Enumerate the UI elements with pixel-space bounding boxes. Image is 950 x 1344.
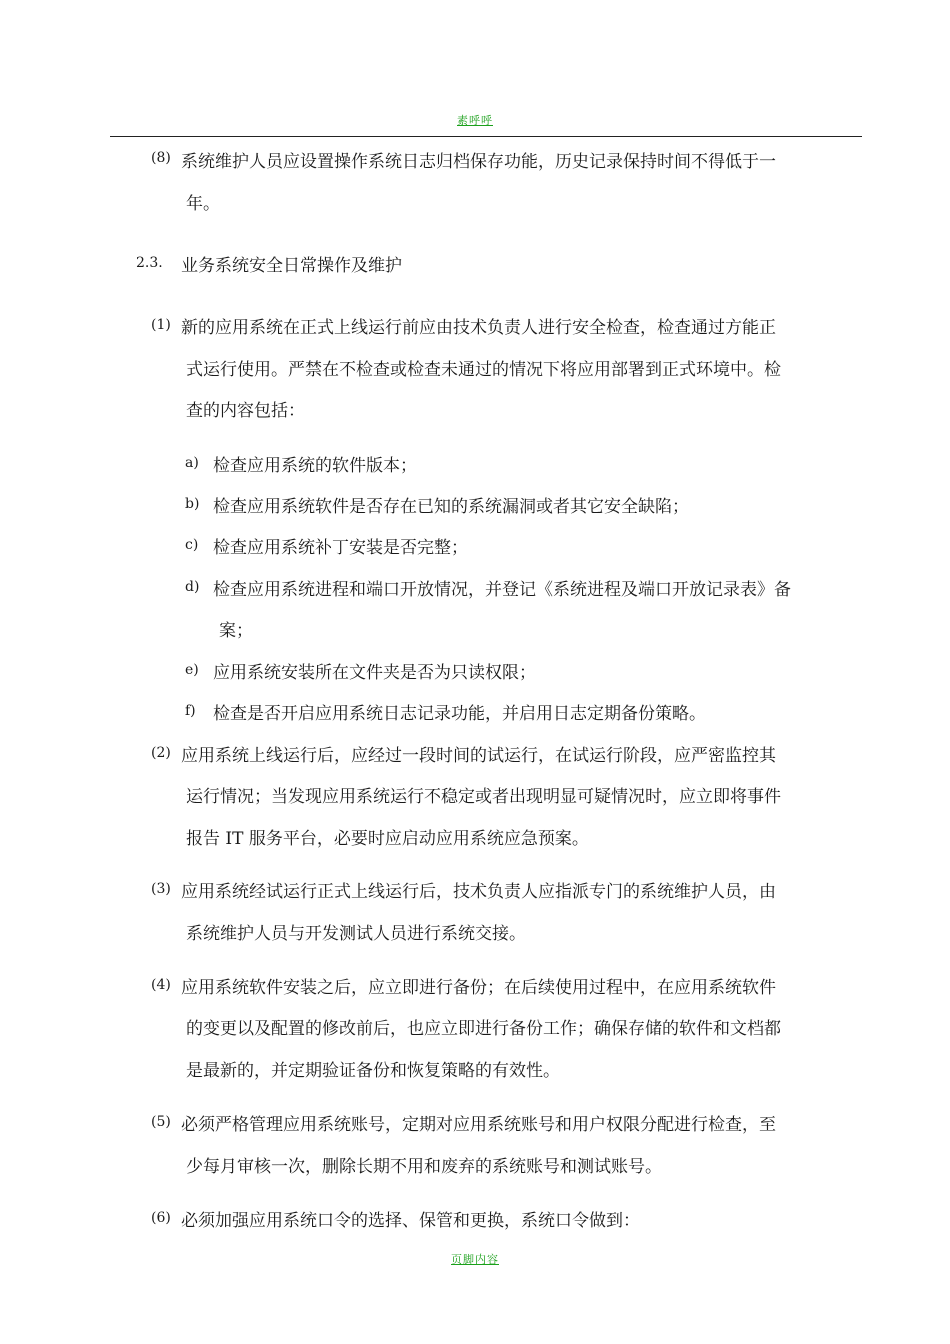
item-line: 式运行使用。严禁在不检查或检查未通过的情况下将应用部署到正式环境中。检 xyxy=(186,360,781,380)
page-header: 素呼呼 xyxy=(457,114,493,127)
item-line: 必须加强应用系统口令的选择、保管和更换，系统口令做到： xyxy=(181,1211,640,1231)
item-line: 新的应用系统在正式上线运行前应由技术负责人进行安全检查，检查通过方能正 xyxy=(181,318,776,338)
item-line: 系统维护人员应设置操作系统日志归档保存功能，历史记录保持时间不得低于一 xyxy=(181,152,776,172)
subitem-line: 案； xyxy=(219,621,253,641)
item-line: 系统维护人员与开发测试人员进行系统交接。 xyxy=(186,924,526,944)
subitem-line: 检查应用系统补丁安装是否完整； xyxy=(213,538,468,558)
subitem-line: 检查应用系统软件是否存在已知的系统漏洞或者其它安全缺陷； xyxy=(213,497,689,517)
item-label: (6) xyxy=(151,1210,171,1226)
item-line: 应用系统软件安装之后，应立即进行备份；在后续使用过程中，在应用系统软件 xyxy=(181,978,776,998)
subitem-line: 检查应用系统进程和端口开放情况，并登记《系统进程及端口开放记录表》备 xyxy=(213,580,791,600)
item-line: 应用系统经试运行正式上线运行后，技术负责人应指派专门的系统维护人员，由 xyxy=(181,882,776,902)
subitem-label: b) xyxy=(185,496,200,512)
subitem-label: c) xyxy=(185,537,199,553)
page-footer: 页脚内容 xyxy=(451,1253,499,1266)
item-line: 查的内容包括： xyxy=(186,401,305,421)
item-line: 运行情况；当发现应用系统运行不稳定或者出现明显可疑情况时，应立即将事件 xyxy=(186,787,781,807)
subitem-line: 应用系统安装所在文件夹是否为只读权限； xyxy=(213,663,536,683)
section-heading: 业务系统安全日常操作及维护 xyxy=(181,256,402,276)
item-line: 必须严格管理应用系统账号，定期对应用系统账号和用户权限分配进行检查，至 xyxy=(181,1115,776,1135)
item-line: 年。 xyxy=(186,194,220,214)
item-line: 应用系统上线运行后，应经过一段时间的试运行，在试运行阶段，应严密监控其 xyxy=(181,746,776,766)
subitem-line: 检查应用系统的软件版本； xyxy=(213,456,417,476)
subitem-label: a) xyxy=(185,455,199,471)
item-line: 报告 IT 服务平台，必要时应启动应用系统应急预案。 xyxy=(186,829,589,849)
section-number: 2.3. xyxy=(136,255,163,271)
item-label: (3) xyxy=(151,881,171,897)
item-label: (1) xyxy=(151,317,171,333)
item-line: 少每月审核一次，删除长期不用和废弃的系统账号和测试账号。 xyxy=(186,1157,662,1177)
subitem-label: f) xyxy=(185,703,196,719)
item-label: (8) xyxy=(151,150,171,166)
item-line: 是最新的，并定期验证备份和恢复策略的有效性。 xyxy=(186,1061,560,1081)
subitem-label: d) xyxy=(185,579,200,595)
subitem-label: e) xyxy=(185,662,199,678)
item-label: (5) xyxy=(151,1114,171,1130)
subitem-line: 检查是否开启应用系统日志记录功能，并启用日志定期备份策略。 xyxy=(213,704,706,724)
item-label: (4) xyxy=(151,977,171,993)
item-label: (2) xyxy=(151,745,171,761)
header-divider xyxy=(110,136,862,137)
item-line: 的变更以及配置的修改前后，也应立即进行备份工作；确保存储的软件和文档都 xyxy=(186,1019,781,1039)
